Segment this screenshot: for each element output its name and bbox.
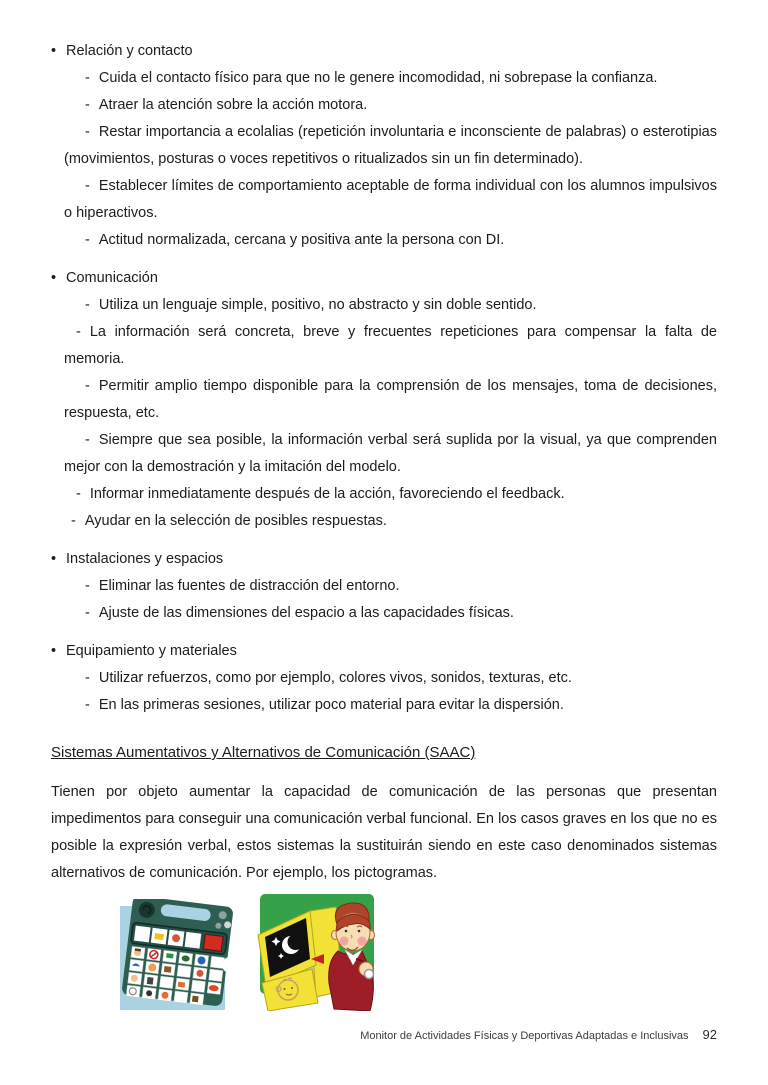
dash-marker: -: [85, 605, 90, 621]
section-relacion-y-contacto: [51, 38, 717, 254]
cheek: [340, 937, 349, 946]
dash-marker: -: [85, 670, 90, 686]
saac-heading: Sistemas Aumentativos y Alternativos de Comunicación (SAAC): [51, 744, 476, 761]
list-item: [64, 292, 717, 319]
dash-marker: -: [85, 232, 90, 248]
list-item: [64, 119, 717, 173]
list-item-text: Cuida el contacto físico para que no le genere incomodidad, ni sobrepase la confianza.: [98, 70, 658, 86]
board-tilted-group: [121, 899, 234, 1008]
pictogram-board-illustration: [118, 899, 237, 1011]
list-item: [64, 92, 717, 119]
dash-marker: -: [71, 513, 76, 529]
dash-marker: -: [85, 697, 90, 713]
section-instalaciones-y-espacios: [51, 546, 717, 627]
list-item: [64, 573, 717, 600]
bullet-marker: •: [51, 43, 57, 59]
bullet-marker: •: [51, 270, 57, 286]
list-item-text: Eliminar las fuentes de distracción del entorno.: [98, 578, 400, 594]
bullet-heading: [51, 265, 717, 292]
bullet-heading: [51, 38, 717, 65]
saac-paragraph: Tienen por objeto aumentar la capacidad de comunicación de las personas que presentan impedimentos para conseguir una comunicación verbal funcional. En los casos graves en los que no es posible la expresión verbal, estos sistemas la sustituirán siendo en este caso denominados sistemas alternativos de comunicación. Por ejemplo, los pictogramas.: [51, 784, 717, 881]
bullet-heading-label: Equipamiento y materiales: [66, 643, 237, 659]
cheek: [358, 937, 367, 946]
list-item: [64, 481, 717, 508]
list-item: [64, 665, 717, 692]
list-item: [64, 65, 717, 92]
page-footer: [51, 1021, 717, 1050]
dash-marker: -: [76, 324, 81, 340]
page-number: 92: [702, 1027, 717, 1042]
list-item: [64, 227, 717, 254]
list-item-text: Utilizar refuerzos, como por ejemplo, colores vivos, sonidos, texturas, etc.: [98, 670, 572, 686]
bullet-heading: [51, 546, 717, 573]
list-item-text: La información será concreta, breve y frecuentes repeticiones para compensar la falta de memoria.: [64, 324, 717, 367]
dash-marker: -: [85, 178, 90, 194]
figures-row: [118, 893, 717, 1011]
list-item-text: Ajuste de las dimensiones del espacio a las capacidades físicas.: [98, 605, 514, 621]
bullet-heading-label: Relación y contacto: [66, 43, 193, 59]
footer-title: Monitor de Actividades Físicas y Deportivas Adaptadas e Inclusivas: [360, 1030, 689, 1042]
dash-marker: -: [85, 578, 90, 594]
dash-marker: -: [85, 378, 90, 394]
list-item-text: Establecer límites de comportamiento aceptable de forma individual con los alumnos impulsivos o hiperactivos.: [64, 178, 717, 221]
section-comunicacion: [51, 265, 717, 535]
list-item-text: Restar importancia a ecolalias (repetición involuntaria e inconsciente de palabras) o esterotipias (movimientos, posturas o voces repetitivos o ritualizados sin un fin determinado).: [64, 124, 717, 167]
dash-marker: -: [85, 124, 90, 140]
bullet-marker: •: [51, 551, 57, 567]
list-item: [64, 319, 717, 373]
bullet-heading-label: Comunicación: [66, 270, 158, 286]
list-item-text: Siempre que sea posible, la información verbal será suplida por la visual, ya que comprenden mejor con la demostración y la imitación del modelo.: [64, 432, 717, 475]
child-with-pictogram-book-illustration: [250, 893, 375, 1011]
list-item-text: En las primeras sesiones, utilizar poco material para evitar la dispersión.: [98, 697, 564, 713]
list-item-text: Ayudar en la selección de posibles respuestas.: [84, 513, 387, 529]
list-item: [64, 373, 717, 427]
dash-marker: -: [85, 97, 90, 113]
bullet-marker: •: [51, 643, 57, 659]
board-red-cell: [203, 934, 223, 951]
bullet-heading-label: Instalaciones y espacios: [66, 551, 224, 567]
list-item: [64, 173, 717, 227]
list-item: [64, 600, 717, 627]
list-item: [64, 508, 717, 535]
list-item: [64, 692, 717, 719]
list-item-text: Permitir amplio tiempo disponible para la comprensión de los mensajes, toma de decisiones, respuesta, etc.: [64, 378, 717, 421]
list-item-text: Utiliza un lenguaje simple, positivo, no abstracto y sin doble sentido.: [98, 297, 537, 313]
list-item-text: Actitud normalizada, cercana y positiva ante la persona con DI.: [98, 232, 505, 248]
held-object: [365, 970, 374, 979]
section-equipamiento-y-materiales: [51, 638, 717, 719]
list-item: [64, 427, 717, 481]
list-item-text: Atraer la atención sobre la acción motora.: [98, 97, 368, 113]
dash-marker: -: [85, 432, 90, 448]
bullet-heading: [51, 638, 717, 665]
dash-marker: -: [76, 486, 81, 502]
list-item-text: Informar inmediatamente después de la acción, favoreciendo el feedback.: [89, 486, 565, 502]
dash-marker: -: [85, 70, 90, 86]
dash-marker: -: [85, 297, 90, 313]
